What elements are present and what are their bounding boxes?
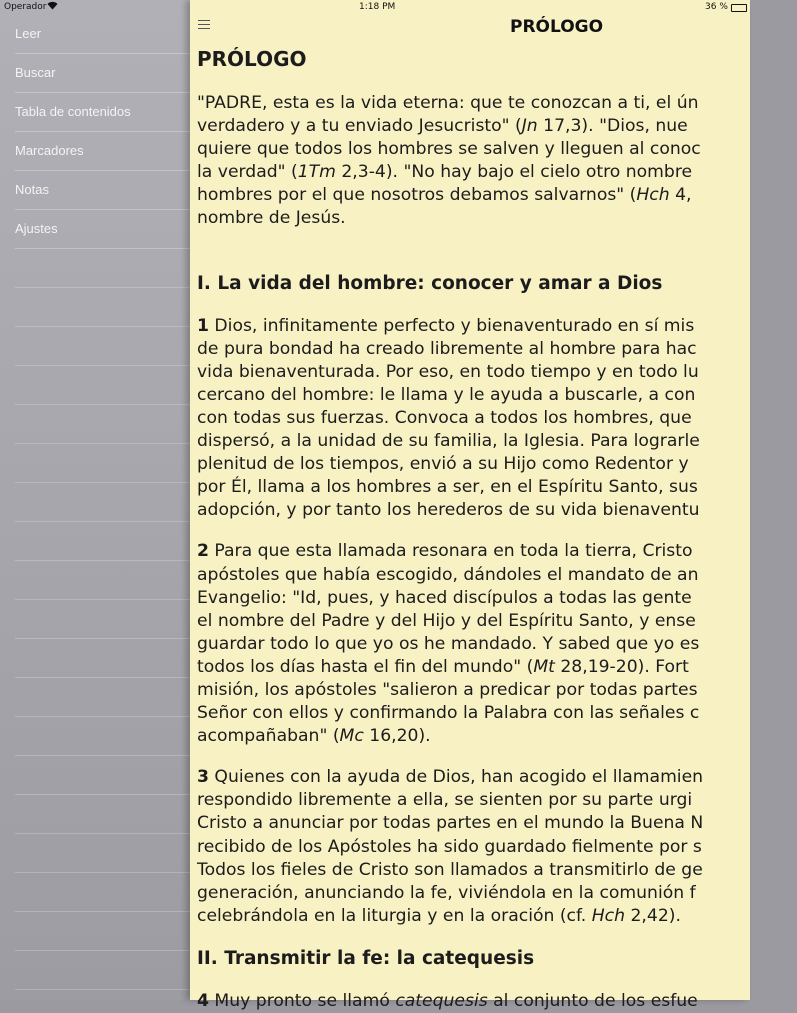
intro-paragraph — [197, 92, 797, 231]
text-line: vida bienaventurada. Por eso, en todo tiempo y en todo lu — [197, 361, 699, 382]
text-line: respondido libremente a ella, se sienten por su parte urgi — [197, 790, 693, 811]
text-line: con todas sus fuerzas. Convoca a todos los hombres, que — [197, 407, 692, 428]
sidebar-empty-row — [15, 717, 190, 756]
section-heading: PRÓLOGO — [197, 47, 307, 71]
menu-toggle-icon[interactable] — [198, 20, 210, 29]
sidebar-item-leer[interactable]: Leer — [15, 15, 190, 54]
section-title: II. Transmitir la fe: la catequesis — [197, 947, 535, 969]
text-line: Todos los fieles de Cristo son llamados a transmitirlo de ge — [197, 859, 703, 880]
sidebar-empty-row — [15, 366, 190, 405]
sidebar-empty-row — [15, 483, 190, 522]
sidebar-empty-row — [15, 249, 190, 288]
sidebar-empty-row — [15, 951, 190, 990]
text-line: nombre de Jesús. — [197, 208, 346, 229]
sidebar — [0, 0, 190, 1000]
text-line: apóstoles que había escogido, dándoles el mandato de an — [197, 564, 699, 585]
text-line: cercano del hombre: le llama y le ayuda a buscarle, a con — [197, 384, 696, 405]
text-line: Evangelio: "Id, pues, y haced discípulos a todas las gente — [197, 587, 692, 608]
sidebar-empty-row — [15, 834, 190, 873]
text-line: el nombre del Padre y del Hijo y del Espíritu Santo, y ense — [197, 610, 696, 631]
sidebar-item-notas[interactable]: Notas — [15, 171, 190, 210]
text-line: generación, anunciando la fe, viviéndola en la comunión f — [197, 882, 696, 903]
clock: 1:18 PM — [359, 2, 396, 12]
sidebar-empty-row — [15, 639, 190, 678]
sidebar-menu — [15, 15, 190, 990]
sidebar-item-ajustes[interactable]: Ajustes — [15, 210, 190, 249]
text-line: adopción, y por tanto los herederos de su vida bienaventu — [197, 500, 700, 521]
text-line: de pura bondad ha creado libremente al hombre para hac — [197, 338, 697, 359]
paragraph-3 — [197, 766, 797, 928]
text-line: acompañaban" (Mc 16,20). — [197, 726, 431, 747]
nav-title: PRÓLOGO — [510, 17, 604, 37]
text-line: por Él, llama a los hombres a ser, en el Espíritu Santo, sus — [197, 477, 698, 498]
text-line: 3 Quienes con la ayuda de Dios, han acogido el llamamien — [197, 767, 704, 788]
sidebar-empty-row — [15, 444, 190, 483]
text-line: plenitud de los tiempos, envió a su Hijo como Redentor y — [197, 454, 689, 475]
reading-page[interactable] — [190, 0, 750, 1011]
carrier-label: Operador — [4, 2, 47, 12]
text-line: 2 Para que esta llamada resonara en toda la tierra, Cristo — [197, 541, 693, 562]
text-line: celebrándola en la liturgia y en la oración (cf. Hch 2,42). — [197, 905, 681, 926]
text-line: Señor con ellos y confirmando la Palabra con las señales c — [197, 703, 700, 724]
text-line: verdadero y a tu enviado Jesucristo" (Jn 17,3). "Dios, nue — [197, 116, 688, 137]
sidebar-empty-row — [15, 912, 190, 951]
sidebar-empty-row — [15, 600, 190, 639]
sidebar-empty-row — [15, 288, 190, 327]
text-line: Cristo a anunciar por todas partes en el mundo la Buena N — [197, 813, 704, 834]
text-line: 1 Dios, infinitamente perfecto y bienaventurado en sí mis — [197, 315, 695, 336]
text-line: la verdad" (1Tm 2,3-4). "No hay bajo el cielo otro nombre — [197, 162, 693, 183]
wifi-icon — [47, 1, 58, 13]
sidebar-empty-row — [15, 756, 190, 795]
sidebar-empty-row — [15, 795, 190, 834]
sidebar-empty-row — [15, 327, 190, 366]
paragraph-1 — [197, 315, 797, 523]
sidebar-empty-row — [15, 678, 190, 717]
document-content — [197, 44, 797, 1013]
battery-percent: 36 % — [705, 2, 728, 12]
text-line: misión, los apóstoles "salieron a predicar por todas partes — [197, 679, 698, 700]
text-line: todos los días hasta el fin del mundo" (Mt 28,19-20). Fort — [197, 656, 689, 677]
sidebar-item-marcadores[interactable]: Marcadores — [15, 132, 190, 171]
sidebar-empty-row — [15, 405, 190, 444]
text-line: 4 Muy pronto se llamó catequesis al conjunto de los esfue — [197, 990, 698, 1011]
text-line: guardar todo lo que yo os he mandado. Y sabed que yo es — [197, 633, 700, 654]
sidebar-empty-row — [15, 522, 190, 561]
section-title: I. La vida del hombre: conocer y amar a Dios — [197, 272, 663, 294]
sidebar-empty-row — [15, 873, 190, 912]
battery-icon — [731, 4, 747, 12]
text-line: dispersó, a la unidad de su familia, la Iglesia. Para lograrle — [197, 431, 700, 452]
sidebar-item-buscar[interactable]: Buscar — [15, 54, 190, 93]
paragraph-4 — [197, 990, 797, 1013]
paragraph-2 — [197, 540, 797, 748]
text-line: quiere que todos los hombres se salven y lleguen al conoc — [197, 139, 701, 160]
text-line: hombres por el que nosotros debamos salvarnos" (Hch 4, — [197, 185, 692, 206]
sidebar-item-tabla-de-contenidos[interactable]: Tabla de contenidos — [15, 93, 190, 132]
text-line: "PADRE, esta es la vida eterna: que te conozcan a ti, el ún — [197, 93, 699, 113]
text-line: recibido de los Apóstoles ha sido guardado fielmente por s — [197, 836, 702, 857]
sidebar-empty-row — [15, 561, 190, 600]
status-bar — [0, 0, 750, 15]
